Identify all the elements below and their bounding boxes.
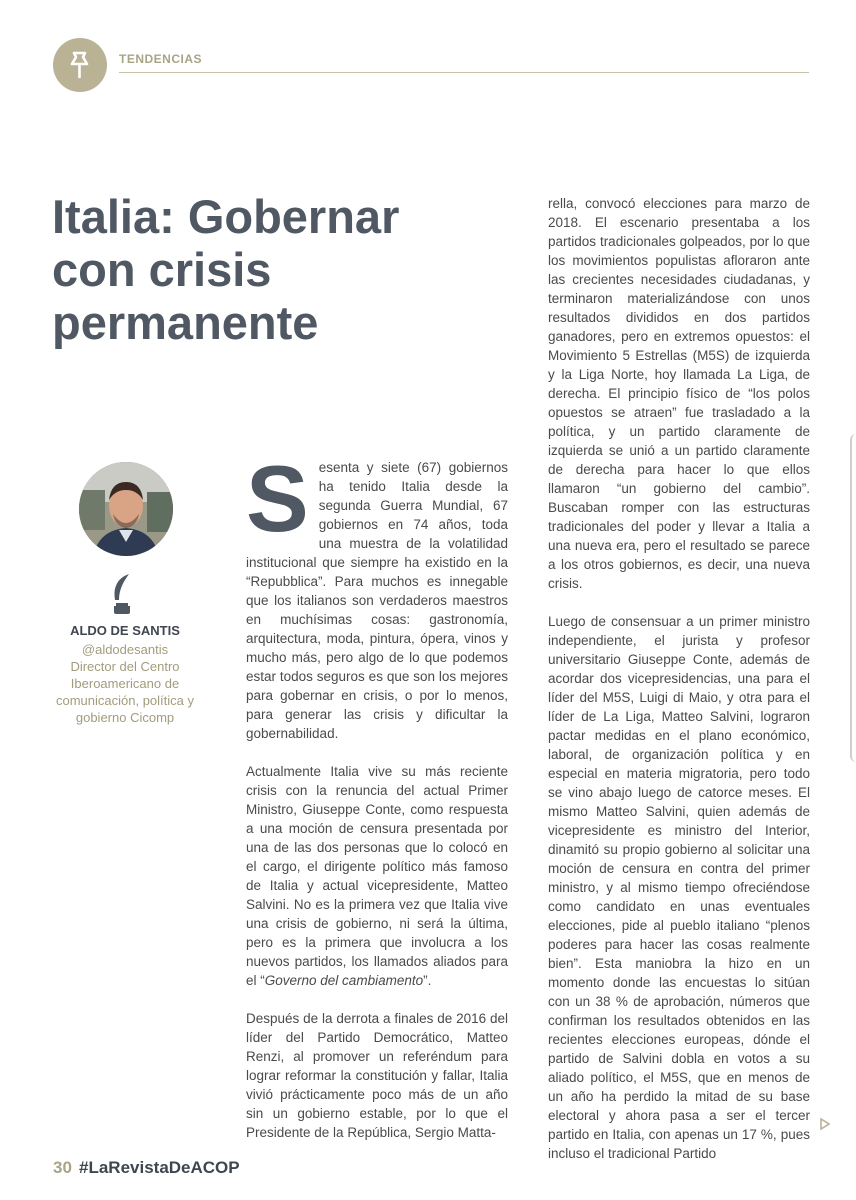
article-column-1 [246,446,508,1161]
section-label: TENDENCIAS [119,52,203,66]
paragraph: rella, convocó elecciones para marzo de 2018. El escenario presentaba a los partidos tradicionales golpeados, por lo que los movimientos populistas afloraron ante las crecientes necesidades ciudadanas, y terminaron materializándose con unos resultados divididos en dos partidos ganadores, pero en extremos opuestos: el Movimiento 5 Estrellas (M5S) de izquierda y la Liga Norte, hoy llamada La Liga, de derecha. El principio físico de “los polos opuestos se atraen” fue trasladado a la política, y un partido claramente de izquierda se unió a un partido claramente de derecha para hacer lo que ellos llamaron “un gobierno del cambio”. Buscaban romper con las estructuras tradicionales del poder y llevar a Italia a una nueva era, pero el resultado se parece a los otros gobiernos, es decir, una nueva crisis. [548,196,810,591]
author-bio: Director del Centro Iberoamericano de comunicación, política y gobierno Cicomp [55,659,194,725]
article-title: Italia: Gobernar con crisis permanente [52,190,400,349]
paragraph [246,446,508,743]
page-edge [850,434,856,762]
author-name: ALDO DE SANTIS [70,623,180,638]
author-handle: @aldodesantis [81,642,169,657]
italic-phrase: Governo del cambiamento [264,973,424,988]
section-badge [53,38,107,92]
paragraph: Luego de consensuar a un primer ministro independiente, el jurista y profesor universitario Giuseppe Conte, además de acordar dos vicepresidencias, una para el líder del M5S, Luigi di Maio, y otra para el líder de La Liga, Matteo Salvini, lograron pactar medidas en el plano económico, laboral, de organización política y en especial en materia migratoria, pero todo se vino abajo luego de catorce meses. El mismo Matteo Salvini, quien además de vicepresidente es ministro del Interior, dinamitó su propio gobierno al solicitar una moción de censura en contra del primer ministro, y al mismo tiempo ofreciéndose como candidato en unas eventuales elecciones, pide al pueblo italiano “plenos poderes para hacer las cosas realmente bien”. Esta maniobra la hizo en un momento donde las encuestas lo sitúan con un 38 % de aprobación, números que confirman los resultados obtenidos en las recientes elecciones europeas, dónde el partido de Salvini dobla en votos a su aliado político, el M5S, que en menos de un año ha perdido la mitad de su base electoral y ahora pasa a ser el tercer partido en Italia, con apenas un 17 %, pues incluso el tradicional Partido [548,614,810,1161]
pushpin-icon [63,48,97,82]
magazine-hashtag: #LaRevistaDeACOP [79,1158,240,1177]
quill-icon [107,572,137,616]
continue-arrow-icon [820,1118,830,1130]
paragraph-text: Actualmente Italia vive su más reciente crisis con la renuncia del actual Primer Ministro, Giuseppe Conte, como respuesta a una moción de censura presentada por una de las dos personas que lo colocó en el cargo, el dirigente político más famoso de Italia y actual vicepresidente, Matteo Salvini. No es la primera vez que Italia vive una crisis de gobierno, ni será la última, pero es la primera que involucra a los nuevos partidos, los llamados aliados para el “ [246,764,508,988]
drop-cap: S [246,446,309,551]
page-number: 30 [53,1158,72,1177]
author-info [40,622,210,726]
paragraph-text: ”. [423,973,432,988]
paragraph-text: esenta y siete (67) gobiernos ha tenido Italia desde la segunda Guerra Mundial, 67 gobiernos en 74 años, toda una muestra de la volatilidad institucional que siempre ha existido en la “Repubblica”. Para muchos es innegable que los italianos son verdaderos maestros en muchísimas cosas: gastronomía, arquitectura, moda, pintura, ópera, vinos y mucho más, pero algo de lo que podemos estar todos seguros es que son los mejores para gobernar en crisis, o por lo menos, para generar las crisis y dificultar la gobernabilidad. [246,460,508,741]
article-column-2 [548,194,810,1182]
author-photo [79,462,173,556]
paragraph: Después de la derrota a finales de 2016 del líder del Partido Democrático, Matteo Renzi, al promover un referéndum para lograr reformar la constitución y fallar, Italia vivió prácticamente poco más de un año sin un gobierno estable, por lo que el Presidente de la República, Sergio Matta- [246,1011,508,1140]
section-divider [119,72,809,73]
paragraph [246,762,508,990]
